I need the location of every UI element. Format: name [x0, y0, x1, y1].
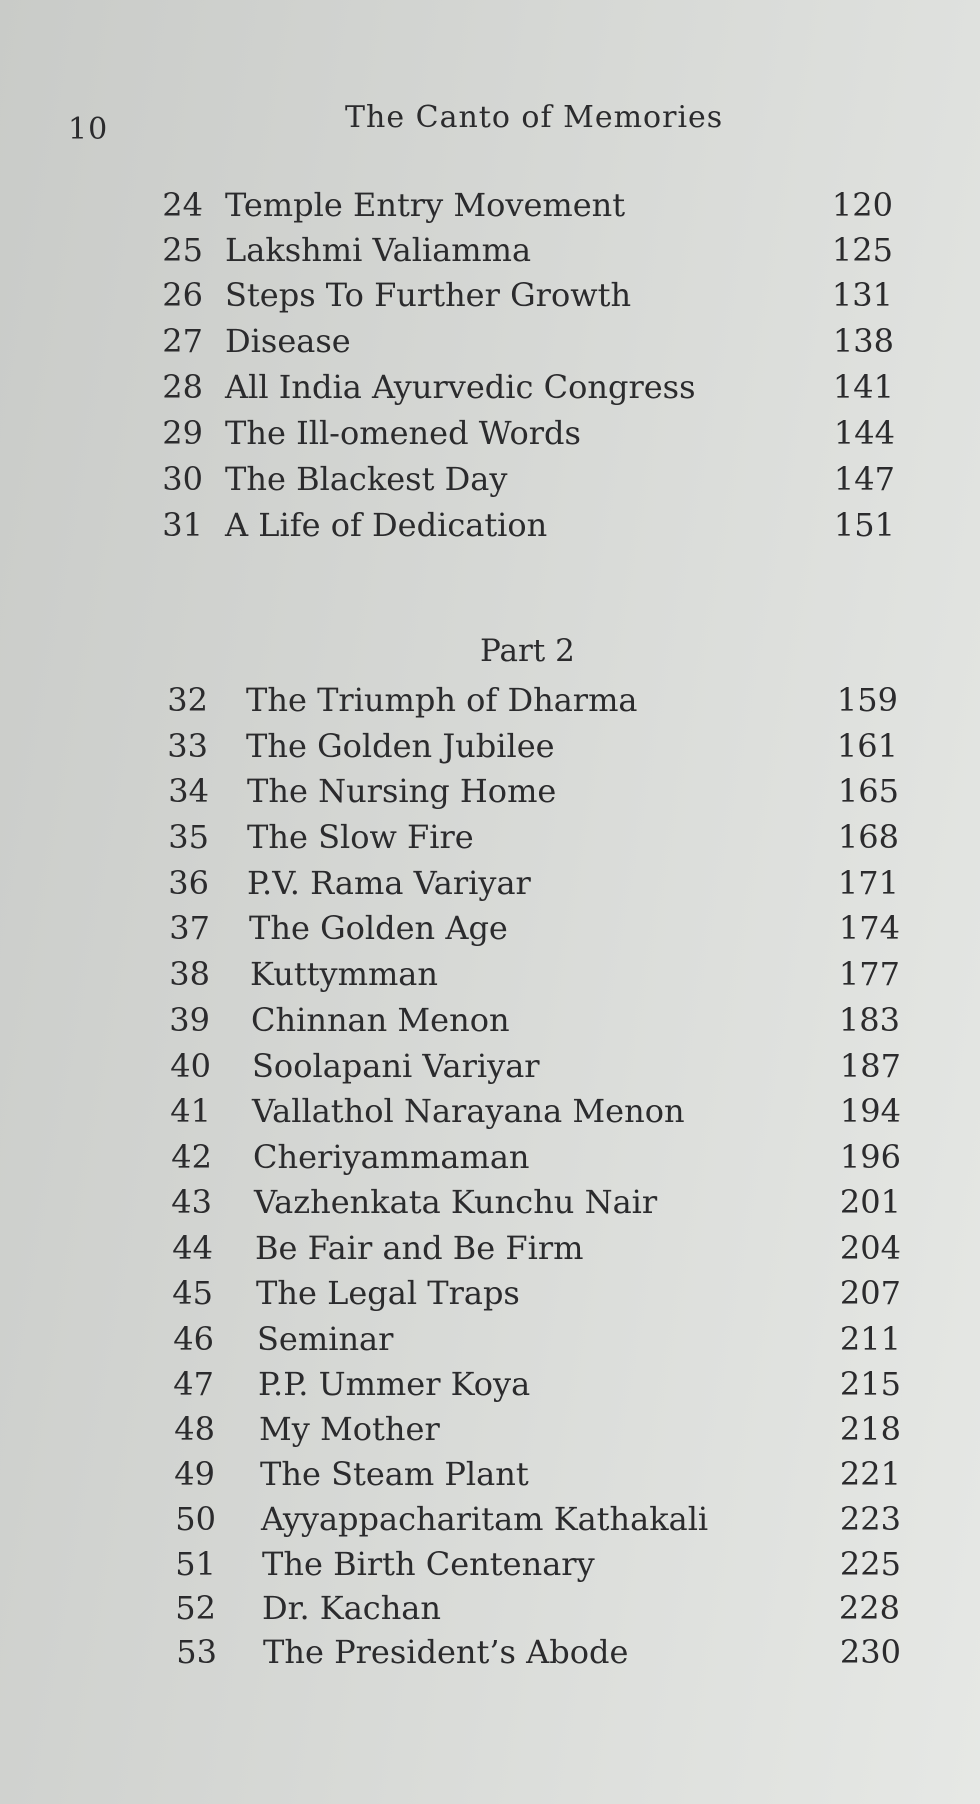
chapter-page: 159	[836, 681, 898, 719]
chapter-title: Be Fair and Be Firm	[255, 1229, 584, 1267]
chapter-number: 53	[176, 1633, 217, 1671]
chapter-title: Temple Entry Movement	[225, 186, 626, 224]
chapter-page: 151	[833, 506, 895, 544]
chapter-number: 29	[162, 414, 203, 452]
chapter-title: My Mother	[259, 1410, 440, 1448]
chapter-page: 215	[839, 1365, 901, 1403]
chapter-number: 39	[169, 1001, 210, 1039]
chapter-number: 40	[170, 1047, 211, 1085]
chapter-page: 196	[839, 1138, 901, 1176]
chapter-title: The Blackest Day	[225, 460, 508, 498]
chapter-title: The Nursing Home	[247, 772, 557, 810]
chapter-number: 50	[175, 1500, 216, 1538]
chapter-title: Vallathol Narayana Menon	[252, 1092, 685, 1130]
chapter-page: 138	[832, 322, 894, 360]
chapter-page: 147	[833, 460, 895, 498]
chapter-title: The Golden Jubilee	[246, 727, 555, 765]
chapter-number: 33	[167, 727, 208, 765]
chapter-number: 48	[174, 1410, 215, 1448]
chapter-page: 194	[839, 1092, 901, 1130]
chapter-title: P.P. Ummer Koya	[258, 1365, 531, 1403]
chapter-title: The President’s Abode	[263, 1633, 629, 1671]
chapter-page: 225	[839, 1545, 901, 1583]
part-heading: Part 2	[480, 633, 575, 669]
chapter-number: 24	[162, 186, 203, 224]
chapter-page: 125	[831, 231, 893, 269]
chapter-title: The Ill-omened Words	[225, 414, 581, 452]
chapter-page: 183	[838, 1001, 900, 1039]
chapter-page: 120	[831, 186, 893, 224]
chapter-title: Lakshmi Valiamma	[225, 231, 532, 269]
chapter-number: 47	[173, 1365, 214, 1403]
chapter-number: 34	[168, 772, 209, 810]
chapter-page: 204	[839, 1229, 901, 1267]
chapter-number: 51	[175, 1545, 216, 1583]
chapter-title: The Legal Traps	[256, 1274, 520, 1312]
chapter-page: 207	[839, 1274, 901, 1312]
chapter-page: 201	[839, 1183, 901, 1221]
chapter-number: 42	[171, 1138, 212, 1176]
chapter-title: Vazhenkata Kunchu Nair	[254, 1183, 658, 1221]
chapter-page: 228	[838, 1589, 900, 1627]
chapter-page: 230	[839, 1633, 901, 1671]
chapter-number: 28	[162, 368, 203, 406]
chapter-number: 41	[170, 1092, 211, 1130]
page-number: 10	[68, 112, 109, 147]
chapter-page: 171	[837, 864, 899, 902]
chapter-number: 45	[172, 1274, 213, 1312]
chapter-title: Disease	[225, 322, 351, 360]
chapter-page: 187	[839, 1047, 901, 1085]
chapter-title: The Golden Age	[249, 909, 508, 947]
chapter-title: Cheriyammaman	[253, 1138, 530, 1176]
chapter-number: 44	[172, 1229, 213, 1267]
chapter-number: 26	[162, 276, 203, 314]
chapter-page: 223	[839, 1500, 901, 1538]
chapter-number: 25	[162, 231, 203, 269]
chapter-number: 36	[168, 864, 209, 902]
chapter-number: 27	[162, 322, 203, 360]
chapter-title: A Life of Dedication	[225, 506, 548, 544]
chapter-number: 32	[167, 681, 208, 719]
chapter-number: 46	[173, 1320, 214, 1358]
chapter-number: 35	[168, 818, 209, 856]
chapter-page: 141	[832, 368, 894, 406]
chapter-number: 37	[169, 909, 210, 947]
chapter-number: 52	[175, 1589, 216, 1627]
chapter-number: 43	[171, 1183, 212, 1221]
chapter-title: The Birth Centenary	[262, 1545, 595, 1583]
chapter-page: 221	[839, 1455, 901, 1493]
chapter-page: 165	[837, 772, 899, 810]
chapter-number: 31	[162, 506, 203, 544]
chapter-title: P.V. Rama Variyar	[247, 864, 531, 902]
chapter-page: 218	[839, 1410, 901, 1448]
chapter-number: 38	[169, 955, 210, 993]
running-title: The Canto of Memories	[345, 100, 724, 135]
chapter-title: Seminar	[257, 1320, 394, 1358]
chapter-title: All India Ayurvedic Congress	[225, 368, 696, 406]
chapter-title: Soolapani Variyar	[252, 1047, 540, 1085]
chapter-title: The Slow Fire	[247, 818, 474, 856]
chapter-title: Ayyappacharitam Kathakali	[261, 1500, 709, 1538]
chapter-title: Chinnan Menon	[251, 1001, 510, 1039]
chapter-number: 30	[162, 460, 203, 498]
chapter-title: The Steam Plant	[260, 1455, 529, 1493]
chapter-title: Kuttymman	[250, 955, 438, 993]
chapter-number: 49	[174, 1455, 215, 1493]
chapter-page: 168	[837, 818, 899, 856]
chapter-page: 144	[833, 414, 895, 452]
chapter-page: 174	[838, 909, 900, 947]
chapter-page: 177	[838, 955, 900, 993]
chapter-page: 131	[831, 276, 893, 314]
chapter-title: Dr. Kachan	[262, 1589, 441, 1627]
chapter-page: 161	[836, 727, 898, 765]
chapter-title: Steps To Further Growth	[225, 276, 632, 314]
chapter-title: The Triumph of Dharma	[246, 681, 638, 719]
chapter-page: 211	[839, 1320, 901, 1358]
